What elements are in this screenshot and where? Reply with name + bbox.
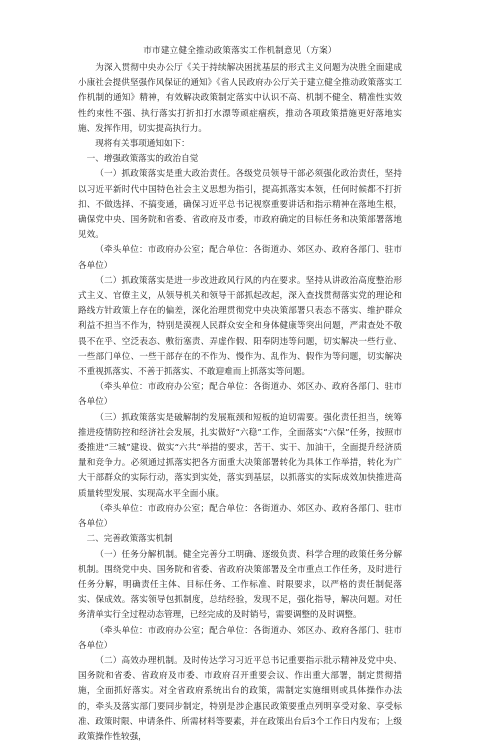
section-1-item-1: （一）抓政策落实是重大政治责任。各级党员领导干部必须强化政治责任，坚持以习近平新时代中国特色社会主义思想为指引，提高抓落实本领，任何时候都不打折扣、不做选择、不搞变通，确保习近平总书记视察重要讲话和指示精神在落地生根，确保党中央、国务院和省委、省政府及市委，市政府确定的目标任务和决策部署落地见效。	[78, 169, 402, 241]
intro-paragraph: 为深入贯彻中央办公厅《关于持续解决困扰基层的形式主义问题为决胜全面建成小康社会提供坚强作风保证的通知》《省人民政府办公厅关于建立健全推动政策落实工作机制的通知》精神，有效解决政策制定落实中认识不高、机制不健全、精准性实效性约束性不强、执行落实打折扣打水漂等顽症痼疾，推动各项政策措施更好落地实施、发挥作用，切实提高执行力。	[78, 63, 402, 134]
document-body	[78, 61, 402, 745]
section-1-item-3: （三）抓政策落实是破解制约发展瓶颈和短板的迫切需要。强化责任担当，统筹推进疫情防控和经济社会发展，扎实做好“六稳”工作，全面落实“六保”任务，按照市委推进“三城”建设、做实“六共”举措的要求，苦干、实干、加油干，全面提升经济质量和竞争力。必须通过抓落实把各方面重大决策部署转化为具体工作举措，转化为广大干部群众的实际行动，落实到实处，落实到基层，以抓落实的实际成效加快推进高质量转型发展、实现高水平全面小康。	[78, 412, 402, 499]
section-2-item-2: （二）高效办理机制。及时传达学习习近平总书记重要指示批示精神及党中央、国务院和省委、省政府及市委、市政府召开重要会议、作出重大部署，制定贯彻措施，全面抓好落实。对全省政府系统出台的政策，需制定实施细则或具体操作办法的，牵头及落实部门要同步制定，特别是涉企惠民政策要重点列明享受对象、享受标准、政策时限、申请条件、所需材料等要素，并在政策出台后3个工作日内发布；上级政策操作性较强，	[78, 655, 402, 742]
section-1-item-3-units: （牵头单位：市政府办公室；配合单位：各街道办、郊区办、政府各部门、驻市各单位）	[78, 503, 402, 530]
section-1-item-2: （二）抓政策落实是进一步改进政风行风的内在要求。坚持从讲政治高度整治形式主义、官僚主义，从领导机关和领导干部抓起改起，深入查找贯彻落实党的理论和路线方针政策上存在的偏差，深化治理贯彻党中央决策部署只表态不落实、维护群众利益不担当不作为，特别是漠视人民群众安全和身体健康等突出问题，严肃查处不敬畏不在乎、空泛表态、敷衍塞责、弄虚作假、阳奉阴违等问题，切实解决一些行业、一些部门单位、一些干部存在的不作为、慢作为、乱作为、假作为等问题，切实解决不重视抓落实、不善于抓落实、不敢迎难而上抓落实等问题。	[78, 275, 402, 378]
section-heading-2: 二、完善政策落实机制	[86, 534, 173, 545]
section-1-item-2-units: （牵头单位：市政府办公室；配合单位：各街道办、郊区办、政府各部门、驻市各单位）	[78, 382, 402, 408]
section-heading-1: 一、增强政策落实的政治自觉	[86, 154, 199, 165]
section-2-item-1: （一）任务分解机制。健全完善分工明确、逐级负责、科学合理的政策任务分解机制。围绕党中央、国务院和省委、省政府决策部署及全市重点工作任务，及时进行任务分解，明确责任主体、目标任务、工作标准、时限要求，以严格的责任制促落实、保成效。落实领导包抓制度，总结经验，发现不足，强化指导，解决问题。对任务清单实行全过程动态管理，已经完成的及时销号，需要调整的及时调整。	[78, 549, 402, 621]
notice-line: 现将有关事项通知如下：	[95, 139, 190, 150]
document-title: 市市建立健全推动政策落实工作机制意见（方案）	[143, 46, 337, 56]
section-2-item-1-units: （牵头单位：市政府办公室；配合单位：各街道办、郊区办、政府各部门、驻市各单位）	[78, 625, 402, 651]
section-1-item-1-units: （牵头单位：市政府办公室；配合单位：各街道办、郊区办、政府各部门、驻市各单位）	[78, 245, 402, 271]
